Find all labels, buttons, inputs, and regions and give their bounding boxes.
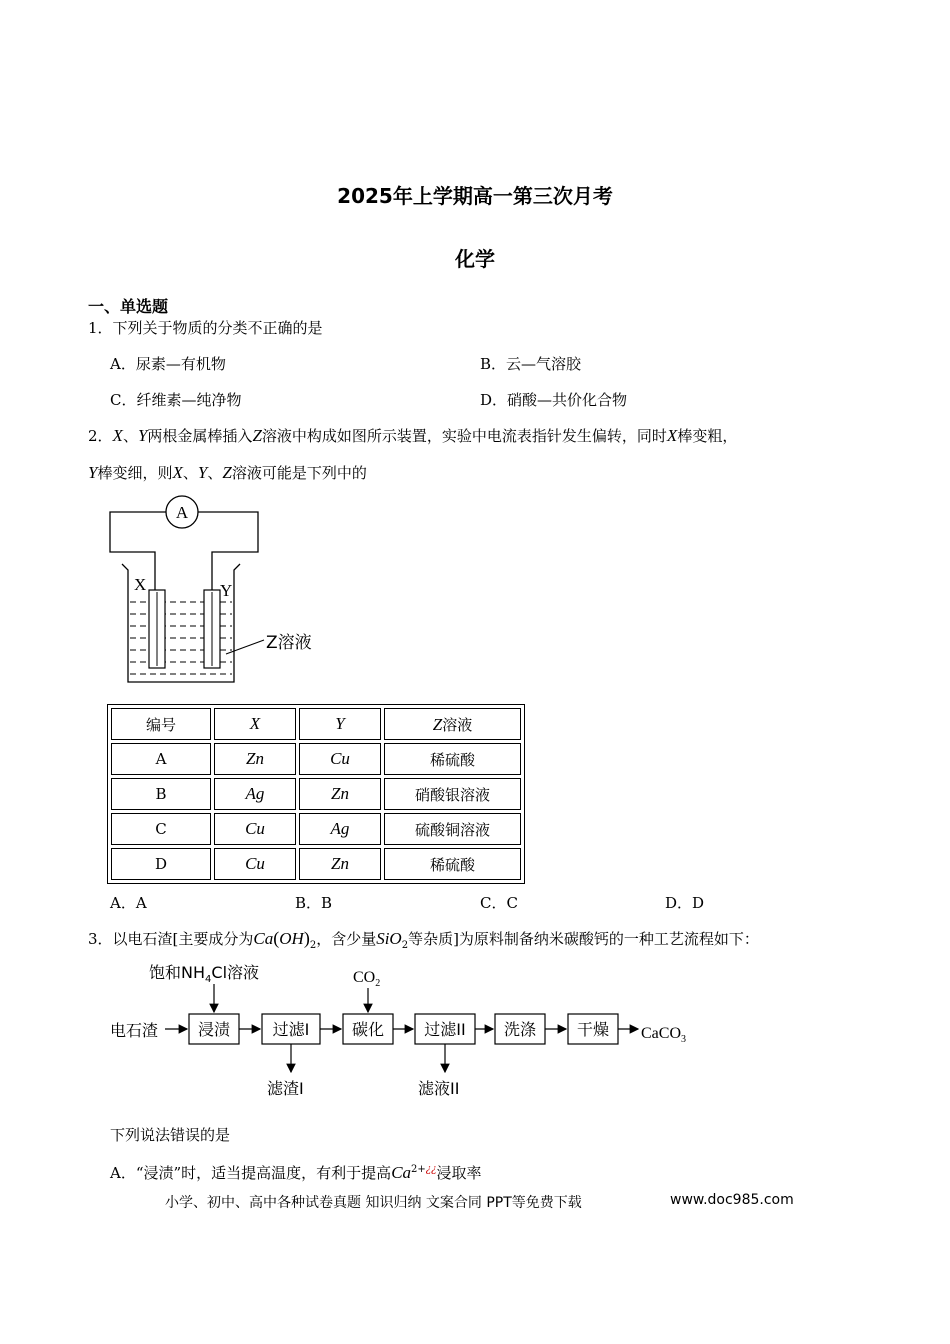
table-row [111, 848, 521, 880]
process-flow-diagram [105, 958, 705, 1103]
q3-option-a [110, 1160, 482, 1183]
q2-answer-d [665, 893, 704, 913]
option-key: C． [110, 391, 137, 409]
q2-text: 溶液可能是下列中的 [231, 464, 367, 482]
q3-stem: 3．以电石渣[主要成分为$Ca(OH)_2$，含少量SiO$_2$等杂质]为原料制备纳米碳酸钙的一种工艺流程如下： [88, 928, 759, 951]
reagent-nh4cl: 饱和$NH_4Cl$溶液 [149, 963, 260, 985]
table-cell: 硫酸铜溶液 [384, 813, 521, 845]
pointer-line [226, 640, 264, 654]
subscript: 2 [309, 940, 317, 951]
q2-answer-a [110, 893, 147, 913]
q3-text: 以电石渣[主要成分为 [112, 930, 254, 948]
q2-text: 棒变粗， [677, 427, 738, 445]
q3-sub-stem: 下列说法错误的是 [110, 1126, 231, 1144]
option-text: 云—气溶胶 [506, 355, 582, 373]
table-cell: Cu [214, 813, 296, 845]
option-text: “浸渍”时，适当提高温度，有利于提高 [135, 1164, 392, 1182]
option-key: A． [110, 355, 136, 373]
reagent-co2: $CO_2$ [353, 969, 381, 989]
option-key: A． [110, 1164, 136, 1182]
q3-number: 3． [88, 930, 113, 948]
output-filtrate: 滤液II [418, 1079, 460, 1098]
formula-sio2: SiO [376, 929, 402, 948]
q2-text: 棒变细，则 [97, 464, 173, 482]
option-key: A． [110, 894, 136, 912]
q1-option-c [110, 390, 242, 410]
header-cell: X [214, 708, 296, 740]
render-artifact: ¿¿ [425, 1164, 437, 1175]
option-text: 纤维素—纯净物 [136, 391, 242, 409]
var-y: Y [197, 463, 208, 482]
header-cell: Z溶液 [384, 708, 521, 740]
sep: 、 [182, 464, 198, 482]
option-text: A [135, 894, 147, 912]
galvanic-cell-diagram [100, 492, 340, 692]
table-cell: Ag [214, 778, 296, 810]
table-cell: 硝酸银溶液 [384, 778, 521, 810]
section-heading: 一、单选题 [88, 297, 169, 316]
q2-stem-line2 [88, 463, 367, 483]
table-header-row [111, 708, 521, 740]
table-cell: A [111, 743, 211, 775]
footer-url[interactable]: www.doc985.com [670, 1192, 794, 1208]
option-key: D． [480, 391, 508, 409]
output-residue: 滤渣I [267, 1079, 304, 1098]
wire-right [198, 512, 258, 592]
q1-option-a [110, 354, 226, 374]
footer-text: 小学、初中、高中各种试卷真题 知识归纳 文案合同 PPT等免费下载 [165, 1195, 582, 1211]
step-label: 干燥 [576, 1020, 610, 1039]
table-cell: Cu [214, 848, 296, 880]
table-cell: D [111, 848, 211, 880]
table-cell: Cu [299, 743, 381, 775]
ammeter-label: A [175, 503, 189, 522]
option-key: B． [295, 894, 322, 912]
step-label: 洗涤 [503, 1020, 537, 1039]
table-cell: 稀硫酸 [384, 848, 521, 880]
var-z: Z [432, 714, 443, 734]
q1-option-d [480, 390, 627, 410]
q2-text: 溶液中构成如图所示装置，实验中电流表指针发生偏转，同时 [261, 427, 667, 445]
table-cell: Zn [299, 848, 381, 880]
formula-ca: Ca [253, 929, 274, 948]
option-text: 尿素—有机物 [135, 355, 226, 373]
step-label: 浸渍 [197, 1020, 231, 1039]
option-text: B [321, 894, 333, 912]
q2-stem-line1 [88, 426, 737, 446]
q3-text: 等杂质]为原料制备纳米碳酸钙的一种工艺流程如下： [408, 930, 759, 948]
table-cell: Ag [299, 813, 381, 845]
flow-product: CaCO$_3$ [641, 1025, 686, 1045]
q1-stem [88, 318, 323, 338]
q1-number: 1． [88, 319, 113, 337]
var-z: Z [222, 463, 232, 482]
step-label: 过滤I [272, 1020, 310, 1039]
header-cell: Y [299, 708, 381, 740]
flow-start: 电石渣 [110, 1021, 159, 1040]
option-text: D [692, 894, 705, 912]
sep: 、 [122, 427, 138, 445]
var-x: X [666, 426, 678, 445]
step-label: 过滤II [424, 1020, 466, 1039]
step-label: 碳化 [351, 1020, 385, 1039]
rod-y-label: Y [220, 581, 233, 600]
q2-number: 2． [88, 427, 113, 445]
exam-title: 2025年上学期高一第三次月考 [337, 184, 613, 208]
options-table [107, 704, 525, 884]
solution-label: Z溶液 [266, 633, 312, 653]
option-key: C． [480, 894, 507, 912]
table-cell: Zn [299, 778, 381, 810]
formula-oh: OH [279, 929, 304, 948]
rod-x-label: X [134, 575, 147, 594]
option-key: B． [480, 355, 507, 373]
q1-option-b [480, 354, 581, 374]
table-row [111, 743, 521, 775]
var-y: Y [88, 463, 98, 482]
option-text: C [506, 894, 518, 912]
q2-answer-b [295, 893, 332, 913]
header-cell: 编号 [111, 708, 211, 740]
sep: 、 [207, 464, 223, 482]
q2-answer-c [480, 893, 518, 913]
subject-title: 化学 [455, 247, 495, 271]
table-row [111, 813, 521, 845]
option-key: D． [665, 894, 693, 912]
table-row [111, 778, 521, 810]
table-cell: B [111, 778, 211, 810]
option-text: 硝酸—共价化合物 [507, 391, 628, 409]
formula-ca: Ca [391, 1163, 412, 1182]
table-cell: C [111, 813, 211, 845]
var-z: Z [252, 426, 262, 445]
table-cell: Zn [214, 743, 296, 775]
option-text: 浸取率 [436, 1164, 482, 1182]
var-x: X [172, 463, 183, 482]
superscript: 2+ [411, 1164, 426, 1175]
q3-text: ，含少量 [316, 930, 377, 948]
q2-text: 两根金属棒插入 [147, 427, 253, 445]
table-cell: 稀硫酸 [384, 743, 521, 775]
var-x: X [112, 426, 123, 445]
subscript: 2 [401, 940, 409, 951]
q1-text: 下列关于物质的分类不正确的是 [112, 319, 323, 337]
var-y: Y [137, 426, 148, 445]
flow-arrows [165, 984, 638, 1072]
